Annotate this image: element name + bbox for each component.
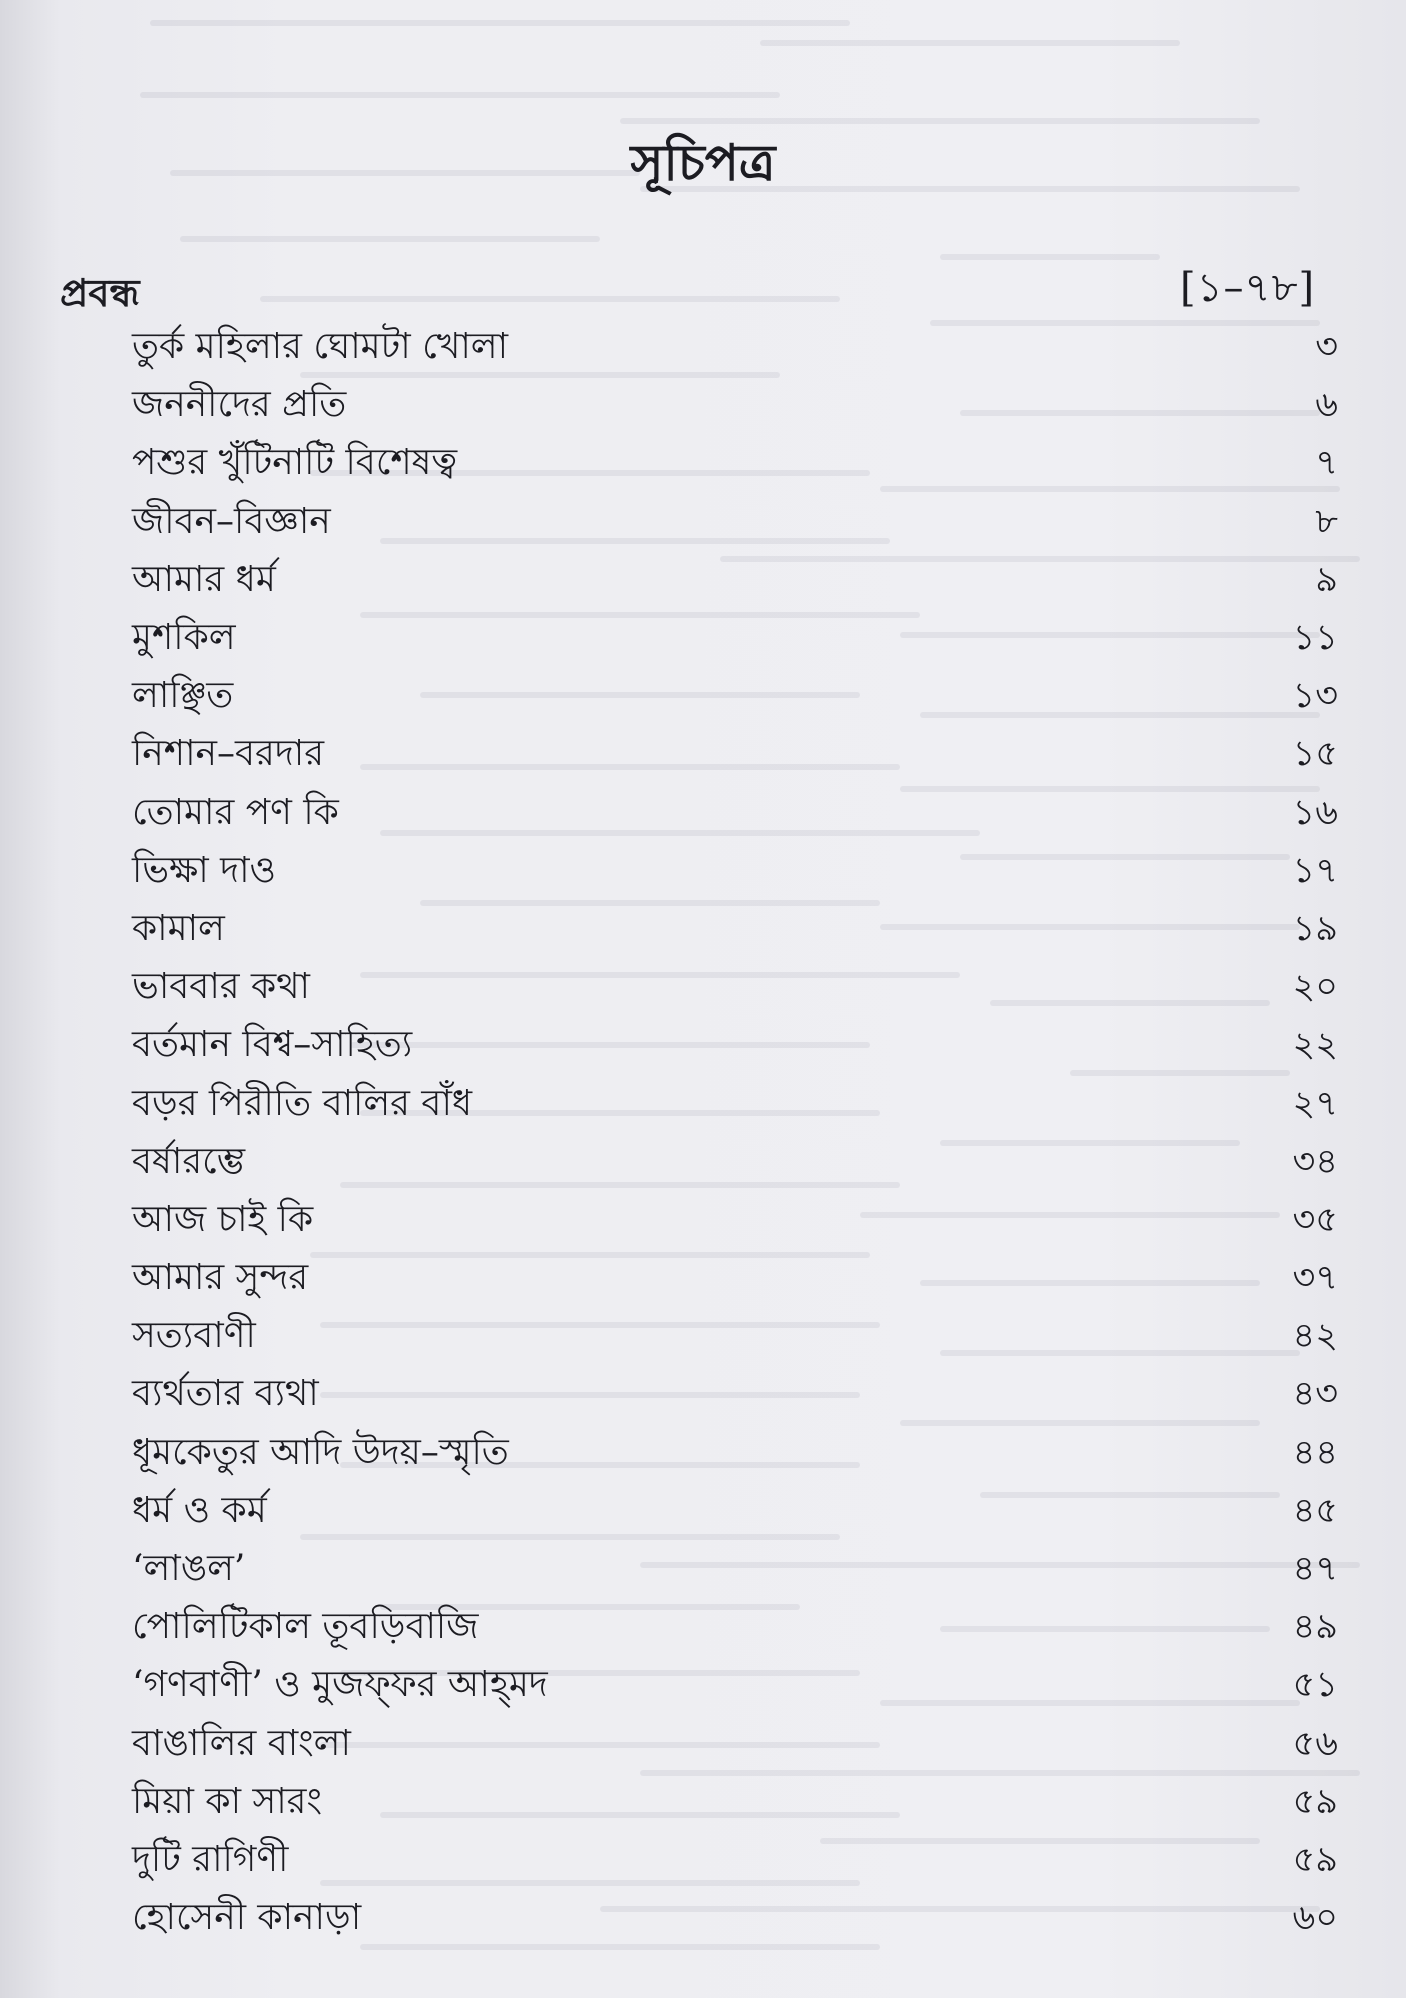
toc-entry-title: বড়র পিরীতি বালির বাঁধ bbox=[132, 1082, 473, 1124]
toc-entry-page: ১৯ bbox=[1292, 908, 1338, 949]
toc-entry bbox=[132, 493, 1338, 551]
toc-entry-page: ১৬ bbox=[1292, 792, 1338, 833]
toc-entry-title: লাঞ্ছিত bbox=[132, 675, 234, 717]
toc-entry-page: ৫৬ bbox=[1292, 1723, 1338, 1764]
toc-entry bbox=[132, 551, 1338, 609]
toc-entry-title: মুশকিল bbox=[132, 617, 236, 659]
toc-entry-title: ‘লাঙল’ bbox=[132, 1548, 246, 1590]
toc-entry-page: ৪৪ bbox=[1292, 1432, 1338, 1473]
toc-entry bbox=[132, 1715, 1338, 1773]
toc-entry bbox=[132, 609, 1338, 667]
toc-entry-page: ১৫ bbox=[1292, 734, 1338, 775]
toc-entry bbox=[132, 900, 1338, 958]
toc-entry bbox=[132, 1424, 1338, 1482]
toc-entry bbox=[132, 1191, 1338, 1249]
toc-entry-page: ১৭ bbox=[1292, 850, 1338, 891]
toc-entry-title: আমার সুন্দর bbox=[132, 1257, 309, 1299]
table-of-contents bbox=[132, 318, 1338, 1947]
toc-entry-title: বর্ষারম্ভে bbox=[132, 1140, 246, 1182]
toc-entry-page: ২৭ bbox=[1292, 1083, 1338, 1124]
toc-entry bbox=[132, 1540, 1338, 1598]
toc-entry-title: বর্তমান বিশ্ব–সাহিত্য bbox=[132, 1024, 413, 1066]
toc-entry-title: সত্যবাণী bbox=[132, 1315, 256, 1357]
toc-entry-page: ৪৭ bbox=[1292, 1549, 1338, 1590]
toc-entry-page: ৪৯ bbox=[1292, 1607, 1338, 1648]
toc-entry-title: পশুর খুঁটিনাটি বিশেষত্ব bbox=[132, 442, 458, 484]
toc-entry bbox=[132, 1249, 1338, 1307]
toc-entry-title: ভিক্ষা দাও bbox=[132, 849, 277, 891]
toc-entry-page: ৩৫ bbox=[1292, 1199, 1338, 1240]
toc-entry bbox=[132, 1365, 1338, 1423]
toc-entry bbox=[132, 725, 1338, 783]
section-page-range: [১–৭৮] bbox=[1180, 265, 1316, 311]
section-heading: প্রবন্ধ bbox=[60, 270, 140, 315]
toc-entry-page: ১১ bbox=[1292, 618, 1338, 659]
toc-entry-title: মিয়া কা সারং bbox=[132, 1780, 322, 1822]
toc-entry-title: ‘গণবাণী’ ও মুজফ্‌ফর আহ্‌মদ bbox=[132, 1664, 548, 1706]
toc-entry-page: ২০ bbox=[1292, 967, 1338, 1008]
toc-entry-title: আজ চাই কি bbox=[132, 1198, 314, 1240]
toc-entry-title: পোলিটিকাল তূবড়িবাজি bbox=[132, 1606, 479, 1648]
toc-entry-page: ৫৯ bbox=[1292, 1781, 1338, 1822]
toc-entry bbox=[132, 842, 1338, 900]
toc-entry-title: আমার ধর্ম bbox=[132, 558, 276, 600]
toc-entry bbox=[132, 1016, 1338, 1074]
toc-entry bbox=[132, 376, 1338, 434]
toc-entry-page: ৮ bbox=[1315, 501, 1338, 542]
toc-entry-title: বাঙালির বাংলা bbox=[132, 1722, 351, 1764]
toc-entry-title: কামাল bbox=[132, 907, 225, 949]
toc-entry-page: ৬০ bbox=[1292, 1898, 1338, 1939]
toc-entry bbox=[132, 318, 1338, 376]
toc-entry-title: ধর্ম ও কর্ম bbox=[132, 1489, 267, 1531]
toc-entry-page: ৪৩ bbox=[1292, 1374, 1338, 1415]
toc-entry-title: ভাববার কথা bbox=[132, 966, 310, 1008]
toc-entry bbox=[132, 667, 1338, 725]
toc-entry-title: তুর্ক মহিলার ঘোমটা খোলা bbox=[132, 326, 509, 368]
toc-entry bbox=[132, 958, 1338, 1016]
toc-entry bbox=[132, 1656, 1338, 1714]
toc-entry bbox=[132, 434, 1338, 492]
toc-entry-title: জীবন–বিজ্ঞান bbox=[132, 500, 331, 542]
toc-entry bbox=[132, 1307, 1338, 1365]
toc-entry-page: ৪২ bbox=[1292, 1316, 1338, 1357]
toc-entry-page: ৩৪ bbox=[1292, 1141, 1338, 1182]
toc-entry-title: তোমার পণ কি bbox=[132, 791, 339, 833]
toc-entry-page: ৫১ bbox=[1292, 1665, 1338, 1706]
toc-entry bbox=[132, 1074, 1338, 1132]
toc-entry-page: ৩৭ bbox=[1292, 1258, 1338, 1299]
toc-entry-page: ১৩ bbox=[1292, 676, 1338, 717]
toc-entry-page: ৩ bbox=[1315, 327, 1338, 368]
toc-entry-page: ৬ bbox=[1315, 385, 1338, 426]
toc-entry-page: ৪৫ bbox=[1292, 1490, 1338, 1531]
toc-entry-title: ধূমকেতুর আদি উদয়–স্মৃতি bbox=[132, 1431, 509, 1473]
toc-entry-title: নিশান–বরদার bbox=[132, 733, 325, 775]
toc-entry-title: দুটি রাগিণী bbox=[132, 1838, 289, 1880]
toc-entry-page: ৯ bbox=[1315, 559, 1338, 600]
toc-entry-page: ৭ bbox=[1315, 443, 1338, 484]
toc-entry bbox=[132, 1831, 1338, 1889]
toc-entry bbox=[132, 784, 1338, 842]
toc-entry-title: ব্যর্থতার ব্যথা bbox=[132, 1373, 319, 1415]
toc-entry bbox=[132, 1133, 1338, 1191]
page-title: সূচিপত্র bbox=[630, 133, 776, 192]
toc-entry-page: ৫৯ bbox=[1292, 1839, 1338, 1880]
toc-entry-title: জননীদের প্রতি bbox=[132, 384, 347, 426]
toc-entry bbox=[132, 1889, 1338, 1947]
toc-entry-title: হোসেনী কানাড়া bbox=[132, 1897, 362, 1939]
toc-entry bbox=[132, 1482, 1338, 1540]
toc-entry bbox=[132, 1773, 1338, 1831]
toc-entry bbox=[132, 1598, 1338, 1656]
toc-entry-page: ২২ bbox=[1292, 1025, 1338, 1066]
